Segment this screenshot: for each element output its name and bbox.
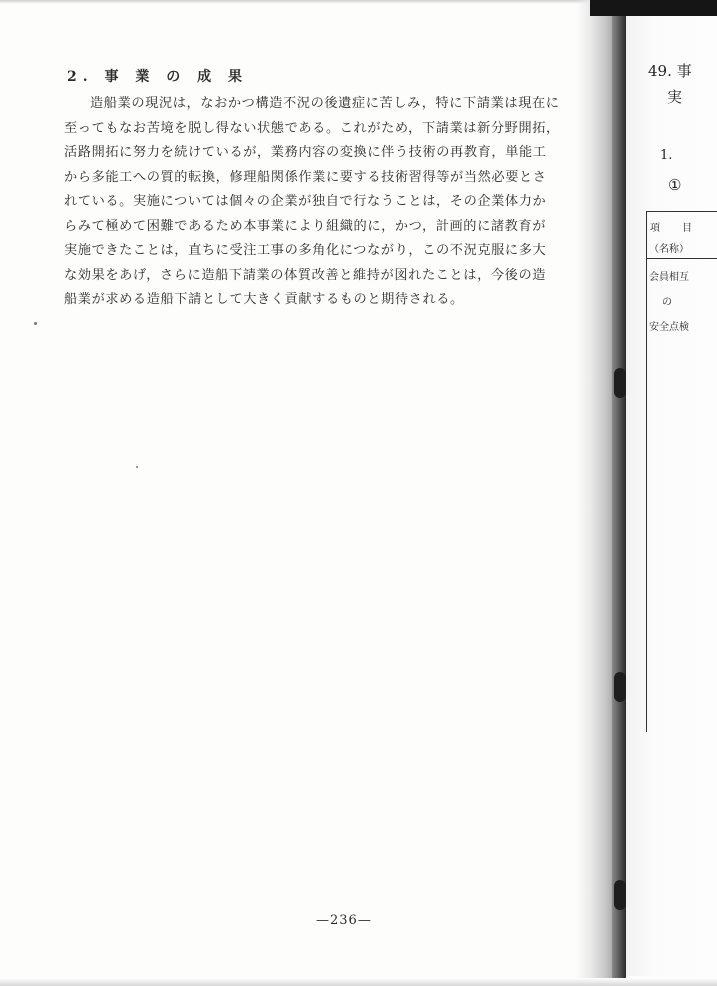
body-paragraph (64, 92, 604, 313)
adjacent-table-cell: の (662, 297, 672, 308)
body-line: れている。実施については個々の企業が独自で行なうことは，その企業体力か (64, 194, 547, 209)
scan-bottom-edge (0, 978, 717, 986)
adjacent-header: 49. 事 (648, 62, 692, 80)
adjacent-table-cell: 会員相互 (649, 272, 689, 283)
body-line: 至ってもなお苦境を脱し得ない状態である。これがため，下請業は新分野開拓， (64, 120, 560, 136)
binding-hole (614, 368, 626, 398)
body-line: な効果をあげ，さらに造船下請業の体質改善と維持が図れたことは，今後の造 (64, 267, 547, 283)
dust-speck (136, 466, 138, 468)
adjacent-header-2: 実 (667, 88, 683, 106)
body-line: 活路開拓に努力を続けているが，業務内容の変換に伴う技術の再教育，単能工 (64, 145, 547, 160)
dust-speck (34, 322, 37, 325)
body-line: らみて極めて困難であるため本事業により組織的に，かつ，計画的に諸教育が (64, 218, 547, 234)
page-number: —236— (316, 913, 372, 928)
binding-hole (614, 880, 626, 910)
binding-shadow (612, 0, 626, 986)
body-line: 船業が求める造船下請として大きく貢献するものと期待される。 (64, 292, 464, 307)
body-line: 実施できたことは，直ちに受注工事の多角化につながり，この不況克服に多大 (64, 243, 547, 258)
adjacent-table-header-2: （名称） (649, 244, 689, 255)
body-line: 造船業の現況は，なおかつ構造不況の後遺症に苦しみ，特に下請業は現在に (90, 96, 560, 111)
top-dark-band (590, 0, 717, 16)
adjacent-table-cell: 安全点検 (649, 322, 689, 333)
adjacent-circled-number: ① (668, 176, 682, 194)
adjacent-item-number: 1. (660, 148, 673, 163)
adjacent-table (646, 211, 717, 732)
binding-hole (614, 672, 626, 702)
adjacent-table-header: 項 目 (650, 223, 698, 234)
adjacent-table-rule (646, 258, 717, 259)
body-line: から多能工への質的転換，修理船関係作業に要する技術習得等が当然必要とさ (64, 169, 547, 185)
section-heading: 2. 事 業 の 成 果 (67, 69, 248, 85)
